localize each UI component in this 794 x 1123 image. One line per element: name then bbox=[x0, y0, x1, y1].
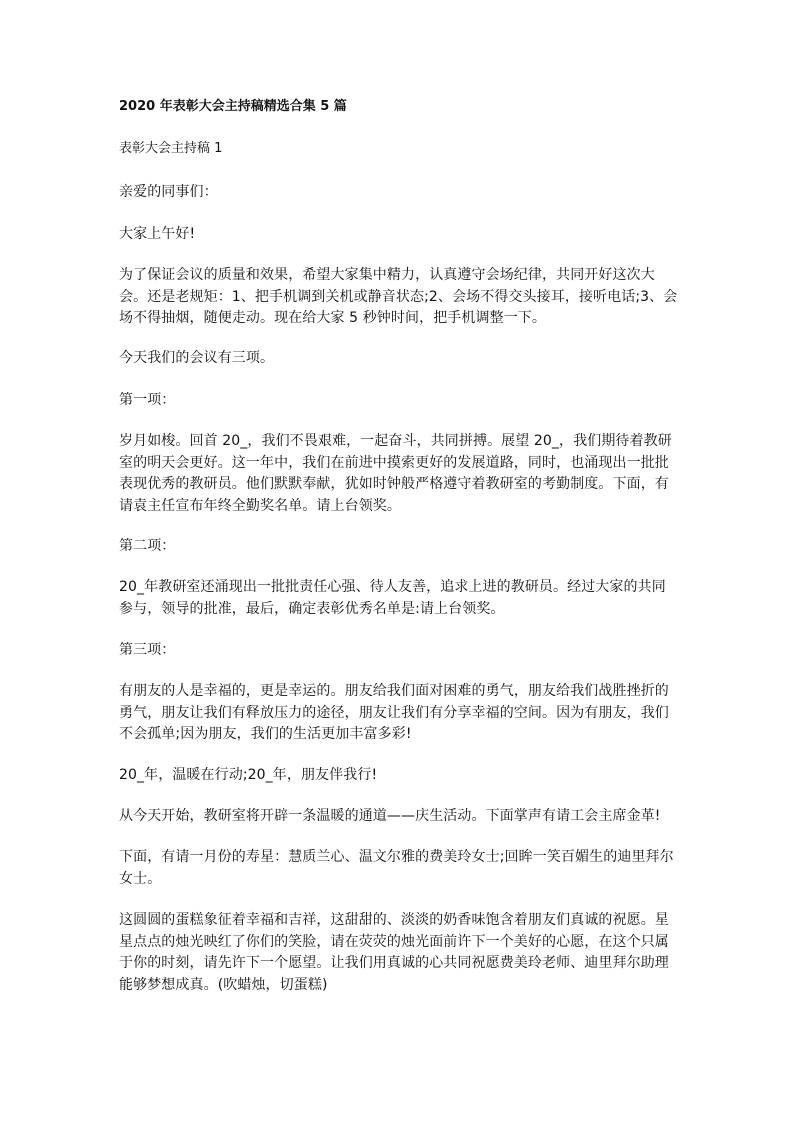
paragraph-item-one-heading: 第一项： bbox=[119, 392, 176, 408]
paragraph-item-two: 20_年教研室还涌现出一批批责任心强、待人友善，追求上进的教研员。经过大家的共同参与，领导的批准，最后，确定表彰优秀名单是:请上台领奖。 bbox=[119, 579, 666, 617]
paragraph-cake: 这圆圆的蛋糕象征着幸福和吉祥，这甜甜的、淡淡的奶香味饱含着朋友们真诚的祝愿。星星点点的烛光映红了你们的笑脸，请在荧荧的烛光面前许下一个美好的心愿，在这个只属于你的时刻，请先许下一个愿望。让我们用真诚的心共同祝愿费美玲老师、迪里拜尔助理能够梦想成真。(吹蜡烛，切蛋糕) bbox=[119, 912, 669, 993]
paragraph-item-two-heading: 第二项： bbox=[119, 538, 176, 554]
paragraph-item-three-heading: 第三项： bbox=[119, 642, 176, 658]
paragraph-birthday-intro: 从今天开始，教研室将开辟一条温暖的通道——庆生活动。下面掌声有请工会主席金革! bbox=[119, 808, 661, 824]
paragraph-item-one: 岁月如梭。回首 20_，我们不畏艰难，一起奋斗，共同拼搏。展望 20_，我们期待着教研室的明天会更好。这一年中，我们在前进中摸索更好的发展道路，同时，也涌现出一批批表现优秀的教研员。他们默默奉献，犹如时钟般严格遵守着教研室的考勤制度。下面，有请袁主任宣布年终全勤奖名单。请上台领奖。 bbox=[119, 433, 672, 514]
paragraph-agenda: 今天我们的会议有三项。 bbox=[119, 350, 275, 366]
paragraph-item-three: 有朋友的人是幸福的，更是幸运的。朋友给我们面对困难的勇气，朋友给我们战胜挫折的勇气，朋友让我们有释放压力的途径，朋友让我们有分享幸福的空间。因为有朋友，我们不会孤单;因为朋友，我们的生活更加丰富多彩! bbox=[119, 683, 669, 742]
paragraph-greeting: 亲爱的同事们： bbox=[119, 184, 218, 200]
paragraph-slogan: 20_年，温暖在行动;20_年，朋友伴我行! bbox=[119, 767, 378, 783]
paragraph-rules: 为了保证会议的质量和效果，希望大家集中精力，认真遵守会场纪律，共同开好这次大会。还是老规矩：1、把手机调到关机或静音状态;2、会场不得交头接耳，接听电话;3、会场不得抽烟，随便走动。现在给大家 5 秒钟时间，把手机调整一下。 bbox=[119, 267, 678, 326]
paragraph-birthday-stars: 下面，有请一月份的寿星：慧质兰心、温文尔雅的费美玲女士;回眸一笑百媚生的迪里拜尔女士。 bbox=[119, 849, 674, 887]
section-title: 表彰大会主持稿 1 bbox=[119, 141, 223, 156]
paragraph-morning: 大家上午好! bbox=[119, 226, 196, 242]
document-title: 2020 年表彰大会主持稿精选合集 5 篇 bbox=[119, 99, 347, 114]
